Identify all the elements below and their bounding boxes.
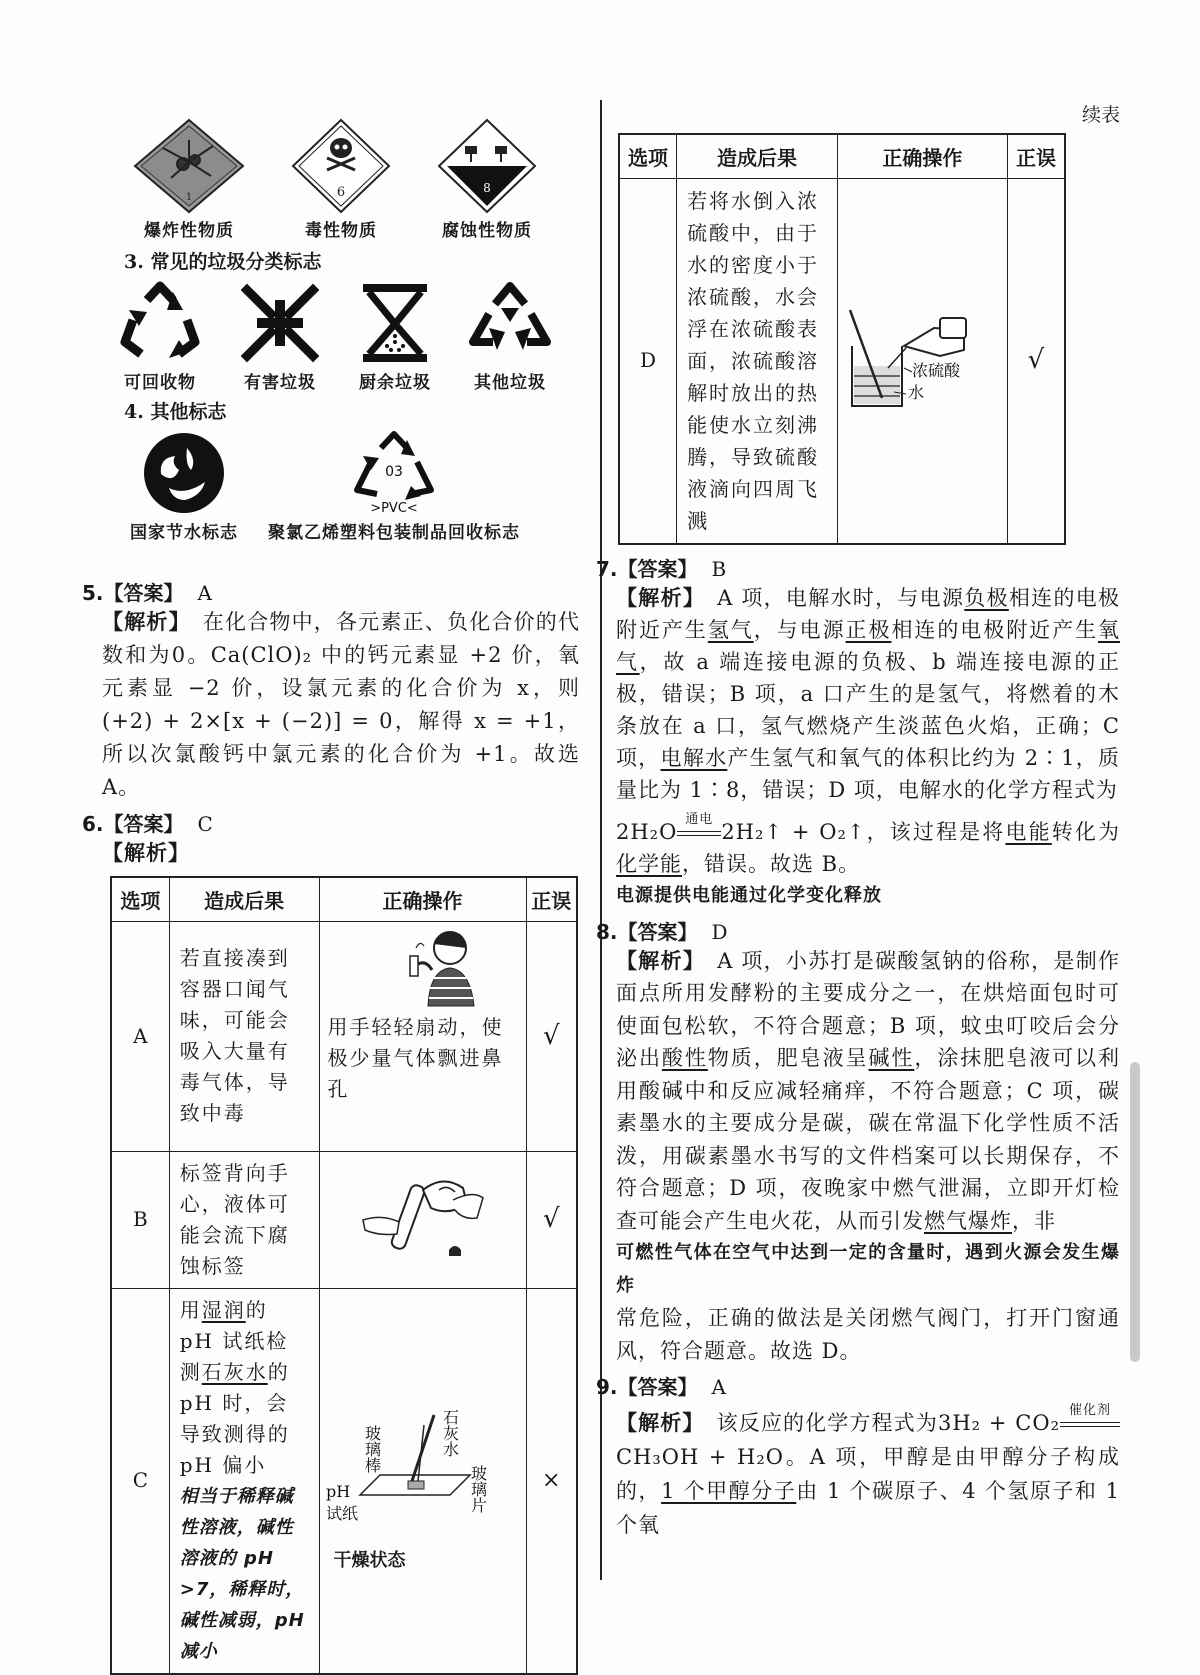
q8-text: ，涂抹肥皂液可以利用酸碱中和反应减轻痛痒，不符合题意；C 项，碳素墨水的主要成分是碳，碳在常温下化学性质不活泼，用碳素墨水书写的文件档案可以长期保存，不符合题意；D 项，夜晚家中燃气泄漏，立即开灯检查可能会产生电火花，从而引发 bbox=[616, 1046, 1121, 1233]
q5-analysis-tag: 【解析】 bbox=[102, 610, 191, 634]
q9-analysis-tag: 【解析】 bbox=[616, 1411, 705, 1435]
q7-underline: 氢气 bbox=[707, 617, 754, 642]
pvc-code: 03 bbox=[385, 464, 403, 480]
scrollbar-thumb[interactable] bbox=[1130, 1062, 1140, 1362]
row-consequence: 若将水倒入浓硫酸中，由于水的密度小于浓硫酸，水会浮在浓硫酸表面，浓硫酸溶解时放出的热能使水立刻沸腾，导致硫酸液滴向四周飞溅 bbox=[677, 178, 838, 544]
q7-analysis bbox=[596, 582, 1120, 912]
th-correctness: 正误 bbox=[526, 877, 577, 921]
table-row bbox=[111, 1151, 577, 1288]
row-option: D bbox=[619, 178, 677, 544]
q7-underline: 化学能 bbox=[616, 851, 682, 876]
q6-answer-tag: 【答案】 bbox=[103, 812, 184, 836]
q8-underline: 碱性 bbox=[868, 1046, 915, 1070]
q7-text: 转化为 bbox=[1051, 819, 1121, 844]
row-operation-cell bbox=[319, 921, 526, 1151]
continued-table bbox=[618, 133, 1066, 545]
q5-answer-tag: 【答案】 bbox=[103, 581, 184, 605]
row-mark: √ bbox=[1007, 178, 1065, 544]
left-column bbox=[82, 118, 581, 1675]
recyclable-icon bbox=[117, 280, 203, 366]
q9-head bbox=[596, 1371, 1120, 1400]
q8-answer: D bbox=[711, 919, 728, 944]
q7-note: 电源提供电能通过化学变化释放 bbox=[616, 884, 882, 906]
q7-underline: 电解水 bbox=[660, 745, 728, 770]
q9-num: 9. bbox=[596, 1375, 618, 1399]
waste-sign-row bbox=[90, 280, 580, 393]
th-operation: 正确操作 bbox=[837, 134, 1007, 178]
q9-text: 该反应的化学方程式为 bbox=[716, 1411, 938, 1435]
q7-text: 产生氢气和氧气的体积比约为 2∶1，质量比为 1∶8，错误；D 项，电解水的化学方程式为 bbox=[616, 745, 1121, 802]
kitchen-waste-icon bbox=[357, 280, 433, 366]
q5-num: 5. bbox=[82, 581, 104, 605]
table-row bbox=[619, 178, 1065, 544]
hazard-sign-row bbox=[90, 118, 580, 241]
q7-text: ，该过程是将 bbox=[865, 819, 1006, 844]
row-option: B bbox=[111, 1151, 169, 1288]
row-operation: 用手轻轻扇动，使极少量气体飘进鼻孔 bbox=[327, 1014, 504, 1101]
question-6 bbox=[82, 808, 580, 870]
q6-table-header bbox=[111, 877, 577, 921]
ph-test-illustration bbox=[324, 1385, 494, 1545]
corrosive-num: 8 bbox=[483, 181, 491, 195]
q9-eq-left: 3H₂ + CO₂ bbox=[937, 1411, 1060, 1435]
question-8 bbox=[596, 916, 1120, 1368]
q7-text: A 项，电解水时，与电源 bbox=[717, 585, 965, 610]
fig-water: 水 bbox=[908, 382, 925, 402]
fig-water: 石灰水 bbox=[440, 1409, 460, 1457]
q9-eq-cond: 催化剂 bbox=[1068, 1403, 1111, 1418]
other-waste-icon bbox=[467, 280, 553, 366]
fig-rod: 玻璃棒 bbox=[362, 1425, 382, 1473]
table-row bbox=[111, 921, 577, 1151]
pvc-recycle-icon bbox=[349, 430, 439, 516]
water-saving-icon bbox=[139, 430, 229, 516]
q8-analysis-tag: 【解析】 bbox=[616, 948, 706, 973]
q7-eq-left: 2H₂O bbox=[616, 819, 678, 844]
q8-text: 物质，肥皂液呈 bbox=[707, 1046, 869, 1070]
q8-text: A 项，小苏打是碳酸氢钠的俗称，是制作面点所用发酵粉的主要成分之一，在烘焙面包时可使面包松软，不符合题意；B 项，蚊虫叮咬后会分泌出 bbox=[616, 948, 1121, 1070]
sign-other-waste bbox=[467, 280, 553, 393]
q9-eq-arrow bbox=[1060, 1403, 1120, 1427]
sign-explosive bbox=[133, 118, 245, 241]
q8-analysis bbox=[596, 945, 1120, 1368]
sign-water-saving bbox=[130, 430, 238, 543]
sign-label: 有害垃圾 bbox=[244, 373, 316, 393]
row-c-mid: 的 pH 试纸检测 bbox=[179, 1297, 289, 1384]
sign-hazardous-waste bbox=[237, 280, 323, 393]
q7-text: ，故 a 端连接电源的负极、b 端连接电源的正极，错误；B 项，a 口产生的是氢气，将燃着的木条放在 a 口，氢气燃烧产生淡蓝色火焰，正确；C 项， bbox=[616, 649, 1120, 770]
sign-label: 国家节水标志 bbox=[130, 523, 238, 543]
q7-underline: 电能 bbox=[1005, 819, 1052, 844]
q6-analysis bbox=[82, 837, 580, 870]
section-3-heading: 3. 常见的垃圾分类标志 bbox=[124, 251, 322, 273]
row-consequence-cell bbox=[169, 1288, 319, 1674]
row-operation-cell bbox=[319, 1288, 526, 1674]
sign-kitchen-waste bbox=[357, 280, 433, 393]
q7-analysis-tag: 【解析】 bbox=[616, 585, 706, 610]
pvc-sub: >PVC< bbox=[370, 501, 418, 516]
sign-label: 可回收物 bbox=[124, 373, 196, 393]
q7-answer: B bbox=[711, 556, 727, 581]
th-option: 选项 bbox=[619, 134, 677, 178]
q6-analysis-tag: 【解析】 bbox=[102, 841, 190, 865]
table-row bbox=[111, 1288, 577, 1674]
q9-underline: 1 个甲醇分子 bbox=[661, 1479, 797, 1503]
q9-analysis bbox=[596, 1403, 1120, 1542]
fig-paper: pH bbox=[325, 1482, 350, 1501]
sign-label: 毒性物质 bbox=[305, 221, 377, 241]
row-option: C bbox=[111, 1288, 169, 1674]
q7-underline: 负极 bbox=[964, 585, 1009, 610]
sign-toxic bbox=[291, 118, 391, 241]
sign-label: 聚氯乙烯塑料包装制品回收标志 bbox=[268, 523, 520, 543]
row-c-u2: 石灰水 bbox=[201, 1359, 268, 1384]
q7-head bbox=[596, 553, 1120, 582]
sign-recyclable bbox=[117, 280, 203, 393]
dilute-acid-illustration bbox=[842, 306, 1002, 416]
q7-text: ，与电源 bbox=[753, 617, 846, 642]
q7-underline: 氧气 bbox=[616, 617, 1121, 674]
th-operation: 正确操作 bbox=[319, 877, 526, 921]
row-consequence: 标签背向手心，液体可能会流下腐蚀标签 bbox=[169, 1151, 319, 1288]
q7-eq-arrow bbox=[677, 811, 721, 836]
fig-acid: 浓硫酸 bbox=[912, 360, 961, 380]
q6-answer: C bbox=[197, 812, 213, 836]
row-mark: √ bbox=[526, 921, 577, 1151]
sign-label: 腐蚀性物质 bbox=[442, 221, 532, 241]
sign-label: 其他垃圾 bbox=[474, 373, 546, 393]
sign-label: 厨余垃圾 bbox=[359, 373, 431, 393]
q9-text: 。A 项，甲醇是由甲醇分子构成的， bbox=[616, 1445, 1120, 1503]
th-consequence: 造成后果 bbox=[677, 134, 838, 178]
explosive-icon bbox=[133, 118, 245, 214]
q7-text: 相连的电极附近产生 bbox=[616, 585, 1121, 642]
q9-text: 由 1 个碳原子、4 个氢原子和 1 个氧 bbox=[616, 1479, 1120, 1537]
sign-pvc-recycle bbox=[268, 430, 520, 543]
pouring-liquid-illustration bbox=[343, 1170, 503, 1270]
q9-answer: A bbox=[711, 1375, 726, 1399]
q8-answer-tag: 【答案】 bbox=[617, 919, 698, 944]
q7-num: 7. bbox=[596, 556, 618, 581]
fan-smell-illustration bbox=[358, 926, 518, 1008]
question-9 bbox=[596, 1371, 1120, 1542]
row-mark: × bbox=[526, 1288, 577, 1674]
q8-text-end: 常危险，正确的做法是关闭燃气阀门，打开门窗通风，符合题意。故选 D。 bbox=[616, 1306, 1120, 1363]
th-consequence: 造成后果 bbox=[169, 877, 319, 921]
continued-table-header bbox=[619, 134, 1065, 178]
toxic-num: 6 bbox=[336, 185, 346, 200]
skull-icon bbox=[291, 118, 391, 214]
q7-text: 相连的电极附近产生 bbox=[891, 617, 1099, 642]
fig-paper-2: 试纸 bbox=[325, 1504, 358, 1523]
q6-num: 6. bbox=[82, 812, 104, 836]
q8-note: 可燃性气体在空气中达到一定的含量时，遇到火源会发生爆炸 bbox=[616, 1242, 1120, 1296]
q9-answer-tag: 【答案】 bbox=[617, 1375, 698, 1399]
q7-eq-right: 2H₂↑ + O₂↑ bbox=[721, 819, 866, 844]
q8-underline: 燃气爆炸 bbox=[924, 1208, 1012, 1233]
row-consequence: 若直接凑到容器口闻气味，可能会吸入大量有毒气体，导致中毒 bbox=[169, 921, 319, 1151]
q6-head bbox=[82, 808, 580, 837]
row-operation: 干燥状态 bbox=[333, 1550, 406, 1571]
question-5 bbox=[82, 577, 580, 804]
continued-label: 续表 bbox=[1081, 104, 1120, 126]
q7-text: ，错误。故选 B。 bbox=[682, 851, 861, 876]
q5-analysis bbox=[82, 606, 580, 804]
q7-answer-tag: 【答案】 bbox=[617, 556, 698, 581]
q6-table bbox=[110, 876, 578, 1675]
row-option: A bbox=[111, 921, 169, 1151]
q5-analysis-text: 在化合物中，各元素正、负化合价的代数和为0。Ca(ClO)₂ 中的钙元素显 +2 价，氧元素显 −2 价，设氯元素的化合价为 x，则 (+2) + 2×[x + (−2)] = 0，解得 x = +1，所以次氯酸钙中氯元素的化合价为 +1。故选 A。 bbox=[102, 610, 581, 799]
corrosive-icon bbox=[437, 118, 537, 214]
row-mark: √ bbox=[526, 1151, 577, 1288]
fig-glass: 玻璃片 bbox=[468, 1465, 488, 1513]
q8-head bbox=[596, 916, 1120, 945]
row-operation-cell bbox=[319, 1151, 526, 1288]
sign-label: 爆炸性物质 bbox=[144, 221, 234, 241]
row-operation-cell bbox=[837, 178, 1007, 544]
row-c-pre: 用 bbox=[179, 1297, 202, 1322]
row-c-note: 相当于稀释碱性溶液，碱性溶液的 pH >7，稀释时，碱性减弱，pH 减小 bbox=[179, 1485, 305, 1662]
section-4-heading: 4. 其他标志 bbox=[124, 401, 227, 423]
other-sign-row bbox=[90, 430, 580, 543]
q8-underline: 酸性 bbox=[661, 1046, 708, 1070]
q7-equation-line bbox=[616, 811, 1121, 880]
right-column bbox=[596, 100, 1121, 1542]
q5-answer: A bbox=[197, 581, 212, 605]
sign-corrosive bbox=[437, 118, 537, 241]
q7-eq-cond: 通电 bbox=[685, 811, 714, 827]
th-correctness: 正误 bbox=[1007, 134, 1065, 178]
th-option: 选项 bbox=[111, 877, 169, 921]
q9-eq-right: CH₃OH + H₂O bbox=[616, 1445, 784, 1469]
explosive-num: 1 bbox=[185, 192, 193, 203]
row-c-post: 的 pH 时，会导致测得的 pH 偏小 bbox=[179, 1359, 290, 1477]
q8-num: 8. bbox=[596, 919, 618, 944]
q5-head bbox=[82, 577, 580, 606]
question-7 bbox=[596, 553, 1120, 912]
row-c-u1: 湿润 bbox=[201, 1297, 246, 1322]
hazardous-waste-icon bbox=[237, 280, 323, 366]
q7-underline: 正极 bbox=[845, 617, 892, 642]
q8-text: ，非 bbox=[1012, 1208, 1056, 1233]
